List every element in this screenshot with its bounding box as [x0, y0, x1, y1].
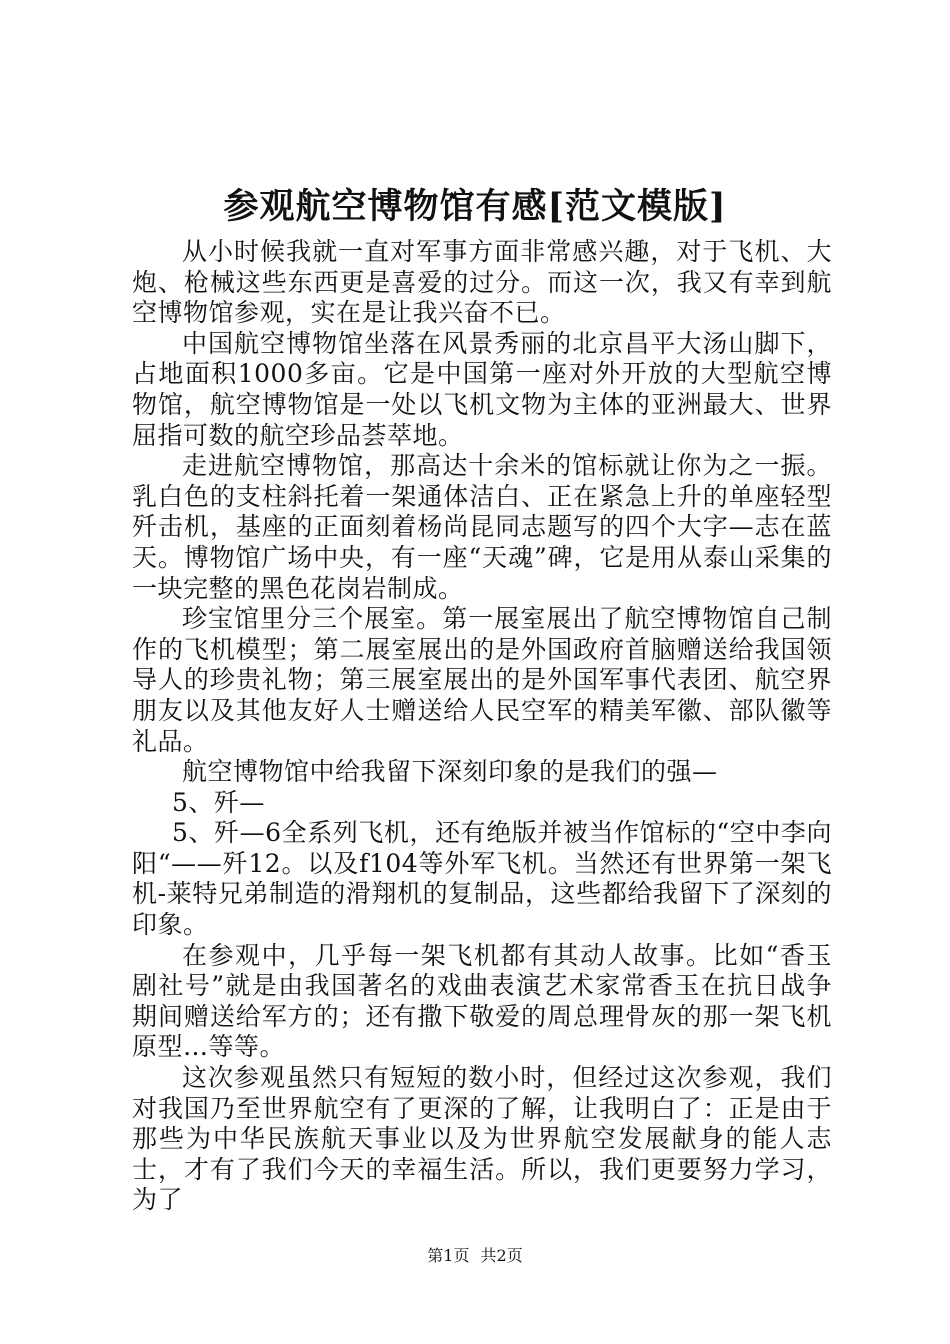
paragraph: 航空博物馆中给我留下深刻印象的是我们的强—	[182, 757, 718, 787]
paragraph: 在参观中，几乎每一架飞机都有其动人故事。比如“香玉剧社号”就是由我国著名的戏曲表演艺术家常香玉在抗日战争期间赠送给军方的；还有撒下敬爱的周总理骨灰的那一架飞机原型…等等。	[132, 940, 832, 1062]
paragraph: 珍宝馆里分三个展室。第一展室展出了航空博物馆自己制作的飞机模型；第二展室展出的是外国政府首脑赠送给我国领导人的珍贵礼物；第三展室展出的是外国军事代表团、航空界朋友以及其他友好人士赠送给人民空军的精美军徽、部队徽等礼品。	[132, 604, 832, 756]
paragraph: 5、歼—6全系列飞机，还有绝版并被当作馆标的“空中李向阳“——歼12。以及f104等外军飞机。当然还有世界第一架飞机-莱特兄弟制造的滑翔机的复制品，这些都给我留下了深刻的印象。	[132, 818, 832, 940]
page-total: 共2页	[480, 1246, 523, 1265]
paragraph: 走进航空博物馆，那高达十余米的馆标就让你为之一振。乳白色的支柱斜托着一架通体洁白、正在紧急上升的单座轻型歼击机，基座的正面刻着杨尚昆同志题写的四个大字—志在蓝天。博物馆广场中央，有一座“天魂”碑，它是用从泰山采集的一块完整的黑色花岗岩制成。	[132, 451, 832, 603]
paragraph: 这次参观虽然只有短短的数小时，但经过这次参观，我们对我国乃至世界航空有了更深的了解，让我明白了：正是由于那些为中华民族航天事业以及为世界航空发展献身的能人志士，才有了我们今天的幸福生活。所以，我们更要努力学习，为了	[132, 1063, 832, 1215]
document-body	[132, 237, 832, 1216]
document-title: 参观航空博物馆有感[范文模版]	[223, 186, 727, 227]
paragraph: 从小时候我就一直对军事方面非常感兴趣，对于飞机、大炮、枪械这些东西更是喜爱的过分。而这一次，我又有幸到航空博物馆参观，实在是让我兴奋不已。	[132, 237, 832, 328]
page-footer	[0, 1246, 950, 1266]
page-number: 第1页	[427, 1246, 470, 1265]
paragraph: 中国航空博物馆坐落在风景秀丽的北京昌平大汤山脚下，占地面积1000多亩。它是中国第一座对外开放的大型航空博物馆，航空博物馆是一处以飞机文物为主体的亚洲最大、世界屈指可数的航空珍品荟萃地。	[132, 328, 832, 450]
paragraph: 5、歼—	[172, 787, 265, 817]
